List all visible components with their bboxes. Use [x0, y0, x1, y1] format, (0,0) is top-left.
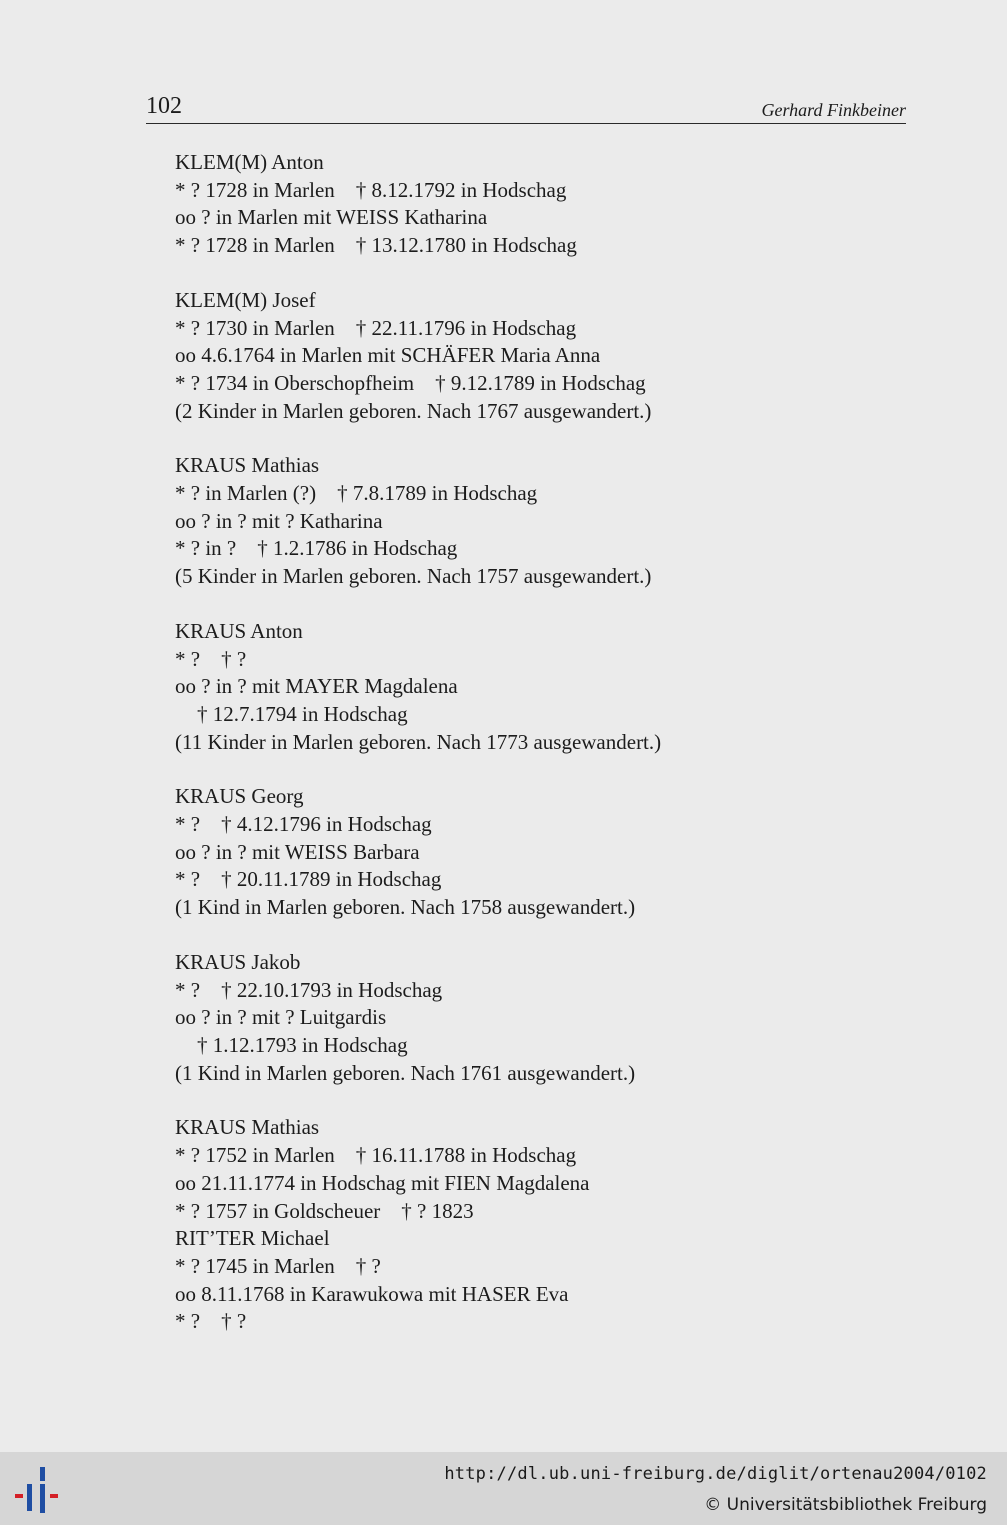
- logo-bar-top: [40, 1467, 45, 1481]
- entry-line: * ? in Marlen (?) † 7.8.1789 in Hodschag: [175, 481, 538, 506]
- page-number: 102: [146, 93, 182, 119]
- genealogy-entry: [175, 949, 895, 1088]
- genealogy-entries: [175, 149, 895, 1363]
- genealogy-entry: [175, 287, 895, 426]
- entry-line: * ? in ? † 1.2.1786 in Hodschag: [175, 536, 458, 561]
- entry-line: † 1.12.1793 in Hodschag: [197, 1032, 408, 1057]
- entry-line: * ? 1745 in Marlen † ?: [175, 1253, 381, 1278]
- logo-dash-left: [15, 1494, 23, 1498]
- entry-line: RIT’TER Michael: [175, 1226, 330, 1251]
- header-rule: [146, 123, 906, 124]
- source-url-link[interactable]: http://dl.ub.uni-freiburg.de/diglit/ortenau2004/0102: [444, 1464, 987, 1484]
- entry-line: (2 Kinder in Marlen geboren. Nach 1767 ausgewandert.): [175, 398, 652, 423]
- running-head: Gerhard Finkbeiner: [761, 100, 906, 120]
- entry-line: * ? † 22.10.1793 in Hodschag: [175, 977, 443, 1002]
- entry-line: * ? 1734 in Oberschopfheim † 9.12.1789 in Hodschag: [175, 370, 646, 395]
- logo-dash-right: [50, 1494, 58, 1498]
- entry-line: * ? 1728 in Marlen † 8.12.1792 in Hodschag: [175, 177, 567, 202]
- genealogy-entry: [175, 452, 895, 591]
- entry-line: * ? † ?: [175, 1309, 247, 1334]
- entry-line: * ? 1752 in Marlen † 16.11.1788 in Hodschag: [175, 1143, 577, 1168]
- genealogy-entry: [175, 149, 895, 260]
- copyright-notice: © Universitätsbibliothek Freiburg: [704, 1495, 987, 1515]
- entry-line: oo 8.11.1768 in Karawukowa mit HASER Eva: [175, 1281, 569, 1306]
- genealogy-entry: [175, 1114, 895, 1336]
- entry-line: oo 21.11.1774 in Hodschag mit FIEN Magdalena: [175, 1170, 590, 1195]
- entry-line: * ? 1728 in Marlen † 13.12.1780 in Hodschag: [175, 233, 577, 258]
- entry-line: oo ? in ? mit MAYER Magdalena: [175, 674, 458, 699]
- entry-name: KRAUS Anton: [175, 618, 303, 643]
- entry-name: KLEM(M) Josef: [175, 287, 316, 312]
- entry-line: * ? 1757 in Goldscheuer † ? 1823: [175, 1198, 474, 1223]
- entry-name: KRAUS Mathias: [175, 453, 320, 478]
- entry-name: KLEM(M) Anton: [175, 150, 324, 174]
- entry-name: KRAUS Jakob: [175, 949, 301, 974]
- entry-line: oo ? in ? mit WEISS Barbara: [175, 839, 420, 864]
- entry-line: (11 Kinder in Marlen geboren. Nach 1773 ausgewandert.): [175, 729, 662, 754]
- entry-line: oo ? in ? mit ? Katharina: [175, 508, 383, 533]
- footer-bar: [0, 1452, 1007, 1525]
- entry-line: oo 4.6.1764 in Marlen mit SCHÄFER Maria Anna: [175, 343, 601, 368]
- genealogy-entry: [175, 618, 895, 757]
- logo-bar-right: [40, 1484, 45, 1513]
- entry-line: * ? † 20.11.1789 in Hodschag: [175, 867, 442, 892]
- entry-name: KRAUS Mathias: [175, 1115, 320, 1140]
- genealogy-entry: [175, 783, 895, 922]
- entry-line: * ? 1730 in Marlen † 22.11.1796 in Hodschag: [175, 315, 577, 340]
- entry-line: (1 Kind in Marlen geboren. Nach 1761 ausgewandert.): [175, 1060, 636, 1085]
- entry-name: KRAUS Georg: [175, 784, 304, 809]
- entry-line: (5 Kinder in Marlen geboren. Nach 1757 ausgewandert.): [175, 564, 652, 589]
- ub-freiburg-logo-icon: [12, 1464, 66, 1516]
- entry-line: (1 Kind in Marlen geboren. Nach 1758 ausgewandert.): [175, 895, 636, 920]
- entry-line: † 12.7.1794 in Hodschag: [197, 701, 408, 726]
- entry-line: oo ? in Marlen mit WEISS Katharina: [175, 205, 488, 230]
- entry-line: * ? † 4.12.1796 in Hodschag: [175, 812, 432, 837]
- entry-line: oo ? in ? mit ? Luitgardis: [175, 1005, 387, 1030]
- entry-line: * ? † ?: [175, 646, 247, 671]
- logo-bar-left: [27, 1484, 32, 1511]
